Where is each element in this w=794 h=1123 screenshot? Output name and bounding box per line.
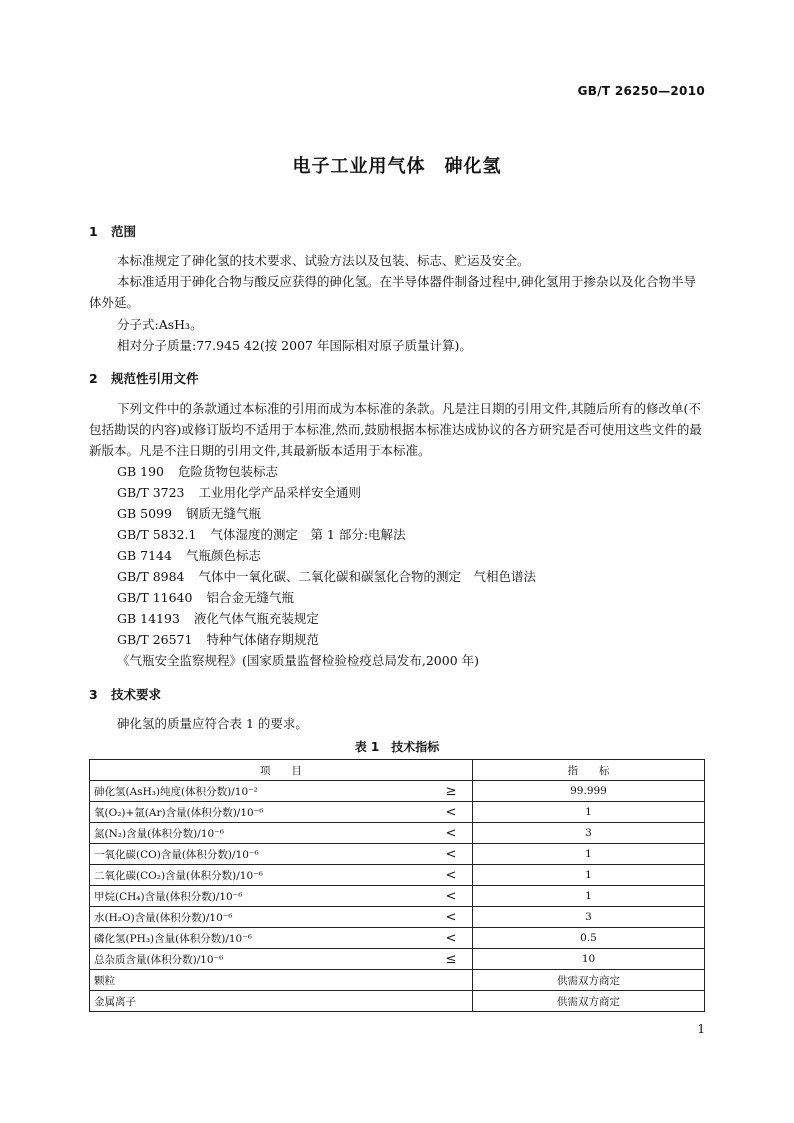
section-number: 2	[89, 371, 98, 386]
table-header-row	[90, 760, 705, 781]
reference-title: 危险货物包装标志	[178, 464, 279, 479]
table-cell-value: 1	[473, 886, 705, 907]
reference-item	[117, 524, 406, 545]
paragraph: 本标准适用于砷化合物与酸反应获得的砷化氢。在半导体器件制备过程中,砷化氢用于掺杂以及化合物半导体外延。	[89, 274, 696, 310]
table-cell-operator: <	[430, 802, 473, 823]
reference-title: 气瓶颜色标志	[185, 548, 261, 563]
table-cell-operator: ≤	[430, 949, 473, 970]
column-header-value: 指 标	[473, 760, 705, 781]
reference-title: 钢质无缝气瓶	[185, 506, 261, 521]
table-cell-operator: <	[430, 886, 473, 907]
paragraph: 砷化氢的质量应符合表 1 的要求。	[117, 716, 308, 731]
table-cell-operator	[430, 991, 473, 1012]
reference-code: GB/T 5832.1	[117, 527, 197, 542]
table-cell-item: 甲烷(CH₄)含量(体积分数)/10⁻⁶	[90, 886, 431, 907]
table-cell-item: 砷化氢(AsH₃)纯度(体积分数)/10⁻²	[90, 781, 431, 802]
reference-code: GB 7144	[117, 548, 172, 563]
table-row	[90, 781, 705, 802]
section-title: 技术要求	[111, 687, 162, 702]
section-title: 规范性引用文件	[111, 371, 199, 386]
paragraph: 本标准规定了砷化氢的技术要求、试验方法以及包装、标志、贮运及安全。	[117, 253, 530, 268]
technical-index-table	[89, 759, 705, 1012]
reference-code: GB/T 26571	[117, 632, 193, 647]
section-number: 3	[89, 687, 98, 702]
table-cell-item: 颗粒	[90, 970, 431, 991]
table-cell-item: 金属离子	[90, 991, 431, 1012]
table-cell-operator: <	[430, 928, 473, 949]
table-cell-operator: <	[430, 823, 473, 844]
reference-title: 气体湿度的测定 第 1 部分:电解法	[210, 527, 406, 542]
table-cell-item: 总杂质含量(体积分数)/10⁻⁶	[90, 949, 431, 970]
paragraph: 相对分子质量:77.945 42(按 2007 年国际相对原子质量计算)。	[117, 338, 472, 353]
reference-item	[117, 608, 319, 629]
reference-code: GB/T 11640	[117, 590, 193, 605]
reference-title: 液化气体气瓶充装规定	[193, 611, 319, 626]
reference-item	[117, 482, 361, 503]
table-row	[90, 802, 705, 823]
table-row	[90, 886, 705, 907]
table-cell-operator: <	[430, 907, 473, 928]
table-cell-value: 3	[473, 823, 705, 844]
table-cell-item: 一氧化碳(CO)含量(体积分数)/10⁻⁶	[90, 844, 431, 865]
table-cell-value: 99.999	[473, 781, 705, 802]
reference-item	[117, 629, 319, 650]
table-row	[90, 844, 705, 865]
reference-code: GB 190	[117, 464, 165, 479]
reference-title: 《气瓶安全监察规程》(国家质量监督检验检疫总局发布,2000 年)	[117, 653, 480, 668]
table-row	[90, 928, 705, 949]
reference-item	[117, 545, 261, 566]
table-caption: 表 1 技术指标	[354, 740, 440, 754]
reference-item	[117, 587, 294, 608]
standard-number: GB/T 26250—2010	[577, 84, 705, 98]
reference-item	[117, 503, 261, 524]
reference-title: 气体中一氧化碳、二氧化碳和碳氢化合物的测定 气相色谱法	[198, 569, 537, 584]
paragraph: 下列文件中的条款通过本标准的引用而成为本标准的条款。凡是注日期的引用文件,其随后所有的修改单(不包括勘误的内容)或修订版均不适用于本标准,然而,鼓励根据本标准达成协议的各方研究是否可使用这些文件的最新版本。凡是不注日期的引用文件,其最新版本适用于本标准。	[89, 401, 702, 458]
table-cell-item: 水(H₂O)含量(体积分数)/10⁻⁶	[90, 907, 431, 928]
table-cell-value: 1	[473, 865, 705, 886]
section-3-heading	[89, 685, 161, 703]
table-cell-operator	[430, 970, 473, 991]
table-cell-item: 磷化氢(PH₃)含量(体积分数)/10⁻⁶	[90, 928, 431, 949]
reference-title: 铝合金无缝气瓶	[206, 590, 294, 605]
reference-item	[117, 650, 479, 671]
reference-item	[117, 461, 278, 482]
table-cell-value: 10	[473, 949, 705, 970]
column-header-item: 项 目	[90, 760, 473, 781]
reference-code: GB 14193	[117, 611, 180, 626]
table-cell-item: 二氧化碳(CO₂)含量(体积分数)/10⁻⁶	[90, 865, 431, 886]
table-cell-operator: <	[430, 844, 473, 865]
table-row	[90, 865, 705, 886]
reference-code: GB 5099	[117, 506, 172, 521]
document-title: 电子工业用气体 砷化氢	[292, 156, 502, 177]
table-row	[90, 907, 705, 928]
table-cell-value: 1	[473, 802, 705, 823]
table-cell-item: 氮(N₂)含量(体积分数)/10⁻⁶	[90, 823, 431, 844]
page-number: 1	[697, 1022, 705, 1036]
reference-title: 工业用化学产品采样安全通则	[198, 485, 362, 500]
reference-title: 特种气体储存期规范	[206, 632, 319, 647]
section-title: 范围	[111, 224, 137, 239]
table-cell-value: 3	[473, 907, 705, 928]
section-2-heading	[89, 369, 199, 387]
reference-code: GB/T 3723	[117, 485, 185, 500]
table-cell-value: 0.5	[473, 928, 705, 949]
table-cell-operator: <	[430, 865, 473, 886]
section-number: 1	[89, 224, 98, 239]
reference-item	[117, 566, 536, 587]
table-row	[90, 949, 705, 970]
table-row	[90, 970, 705, 991]
table-row	[90, 991, 705, 1012]
table-cell-item: 氧(O₂)+氩(Ar)含量(体积分数)/10⁻⁶	[90, 802, 431, 823]
table-cell-value: 供需双方商定	[473, 970, 705, 991]
table-cell-operator: ≥	[430, 781, 473, 802]
paragraph: 分子式:AsH₃。	[117, 317, 203, 332]
table-cell-value: 1	[473, 844, 705, 865]
table-cell-value: 供需双方商定	[473, 991, 705, 1012]
table-row	[90, 823, 705, 844]
reference-code: GB/T 8984	[117, 569, 185, 584]
section-1-heading	[89, 222, 136, 240]
